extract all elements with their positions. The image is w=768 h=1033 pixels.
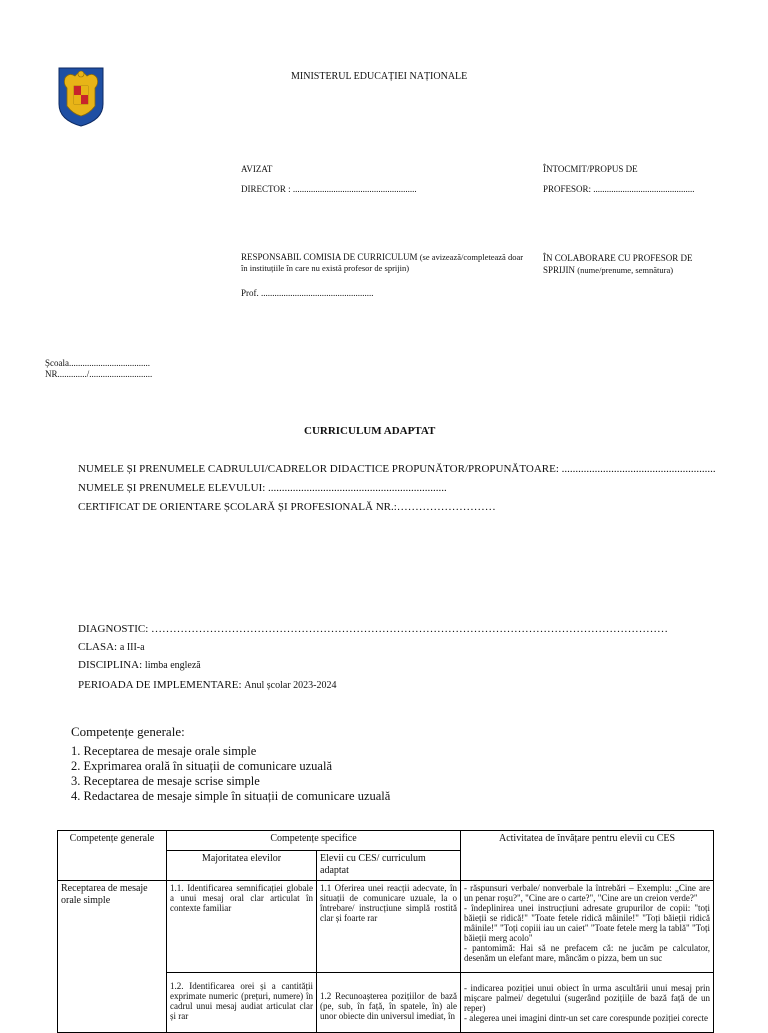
cell-majoritatea: 1.1. Identificarea semnificației globale a unui mesaj oral clar articulat în contexte familiar	[167, 881, 317, 973]
perioada-label: PERIOADA DE IMPLEMENTARE:	[78, 679, 242, 691]
elev-field: NUMELE ȘI PRENUMELE ELEVULUI: .................................................................	[78, 482, 447, 494]
perioada-field	[78, 679, 336, 691]
diagnostic-label: DIAGNOSTIC:	[78, 623, 149, 635]
avizat-label: AVIZAT	[241, 164, 273, 174]
cadre-field: NUMELE ȘI PRENUMELE CADRULUI/CADRELOR DIDACTICE PROPUNĂTOR/PROPUNĂTOARE: ........................................................	[78, 463, 716, 475]
diagnostic-dots: ……………………………………………………………………………………………………………………………	[151, 623, 669, 635]
competenta-item: 3. Receptarea de mesaje scrise simple	[71, 774, 260, 788]
scoala-line: Școala....................................	[45, 358, 150, 368]
activity-item: - indicarea poziției unui obiect în urma ascultării unui mesaj prin mișcare palmei/ degetului (sugerând pozițiile de bază față de un reper)	[464, 983, 711, 1013]
cell-ces: 1.1 Oferirea unei reacții adecvate, în situații de comunicare uzuale, la o întrebare/ instrucțiune simplă rostită clar și foarte rar	[317, 881, 461, 973]
ministry-title: MINISTERUL EDUCAȚIEI NAȚIONALE	[291, 71, 468, 82]
page-title: CURRICULUM ADAPTAT	[304, 425, 436, 437]
header-activitati: Activitatea de învățare pentru elevii cu CES	[461, 831, 714, 881]
header-elevii-ces: Elevii cu CES/ curriculum adaptat	[317, 851, 461, 881]
clasa-label: CLASA:	[78, 641, 118, 653]
director-line: DIRECTOR : .......................................................	[241, 184, 417, 194]
nr-line: NR............./............................	[45, 369, 153, 379]
cell-ces: 1.2 Recunoașterea pozițiilor de bază (pe, sub, în față, în spatele, în) ale unor obiecte din universul imediat, în	[317, 973, 461, 1033]
competenta-item: 4. Redactarea de mesaje simple în situații de comunicare uzuală	[71, 789, 391, 803]
activity-item: - îndeplinirea unei instrucțiuni adresate grupurilor de copii: "toți băieții se ridică!" "Toate fetele ridică mâinile!" "Toți băieții ridică mâinile!" "Toți copiii iau un caiet" "Toate fetele merg la tablă" "Toți băieții merg acolo"	[464, 903, 711, 943]
colaborare-label: ÎN COLABORARE CU PROFESOR DE SPRIJIN	[543, 253, 693, 275]
disciplina-label: DISCIPLINA:	[78, 659, 143, 671]
clasa-field	[78, 641, 145, 653]
curriculum-table	[57, 830, 714, 1033]
table-row	[58, 881, 714, 973]
competenta-item: 2. Exprimarea orală în situații de comunicare uzuală	[71, 759, 332, 773]
header-competente-specifice: Competențe specifice	[167, 831, 461, 851]
profesor-line: PROFESOR: .............................................	[543, 184, 695, 194]
responsabil-label: RESPONSABIL COMISIA DE CURRICULUM	[241, 252, 418, 262]
perioada-value: Anul școlar 2023-2024	[244, 680, 337, 691]
activity-item: - răspunsuri verbale/ nonverbale la întrebări – Exemplu: „Cine are un penar roșu?", "Cine are o carte?", "Cine are un creion verde?"	[464, 883, 711, 903]
header-majoritatea: Majoritatea elevilor	[167, 851, 317, 881]
header-competente-generale: Competențe generale	[58, 831, 167, 881]
cell-activitati	[461, 881, 714, 973]
cell-majoritatea: 1.2. Identificarea orei și a cantității exprimate numeric (prețuri, numere) în cadrul unui mesaj audiat articulat clar și rar	[167, 973, 317, 1033]
certificat-field: CERTIFICAT DE ORIENTARE ȘCOLARĂ ȘI PROFESIONALĂ NR.:………………………	[78, 501, 496, 513]
activity-item: - pantomimă: Hai să ne prefacem că: ne jucăm pe calculator, desenăm un elefant mare, mâncăm o pizza, bem un suc	[464, 943, 711, 963]
competente-list	[71, 744, 390, 804]
disciplina-value: limba engleză	[144, 660, 201, 671]
coat-of-arms-icon	[57, 66, 105, 127]
responsabil-block	[241, 252, 526, 274]
clasa-value: a III-a	[119, 642, 145, 653]
disciplina-field	[78, 659, 201, 671]
responsabil-note: (se avizează/completează doar în instituțiile în care nu există profesor de sprijin)	[241, 252, 524, 273]
intocmit-label: ÎNTOCMIT/PROPUS DE	[543, 164, 638, 174]
competente-heading: Competențe generale:	[71, 724, 185, 739]
colaborare-block	[543, 252, 718, 276]
competenta-item: 1. Receptarea de mesaje orale simple	[71, 744, 257, 758]
prof-line: Prof. ..................................................	[241, 288, 374, 298]
colaborare-note: (nume/prenume, semnătura)	[577, 265, 674, 275]
diagnostic-field	[78, 623, 668, 635]
activity-item: - alegerea unei imagini dintr-un set care corespunde poziției corecte	[464, 1013, 708, 1023]
cell-generale: Receptarea de mesaje orale simple	[58, 881, 167, 1033]
